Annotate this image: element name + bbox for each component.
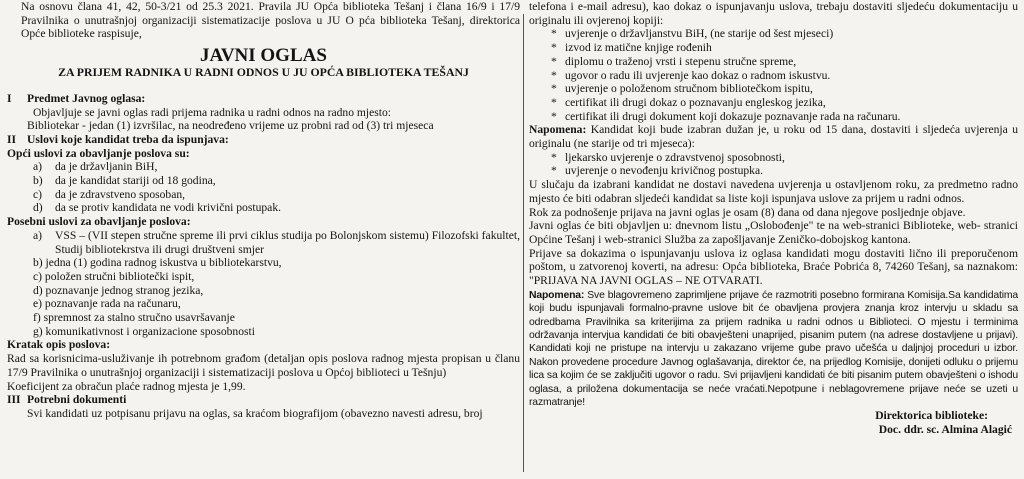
section-1-number: I bbox=[7, 91, 12, 105]
bullet-icon: * bbox=[551, 41, 557, 55]
notice-title: JAVNI OGLAS bbox=[200, 45, 327, 67]
bullet-icon: * bbox=[551, 82, 557, 96]
note-1 bbox=[529, 123, 1018, 150]
list-item: * certifikat ili drugi dokument koji dokazuje poznavanje rada na računaru. bbox=[551, 109, 901, 123]
list-item: d) da se protiv kandidata ne vodi krivični postupak. bbox=[33, 201, 282, 215]
section-3-heading bbox=[7, 393, 520, 407]
list-item: e) poznavanje rada na računaru, bbox=[33, 297, 181, 311]
list-item: * ljekarsko uvjerenje o zdravstvenoj sposobnosti, bbox=[551, 150, 785, 164]
bullet-icon: * bbox=[551, 150, 557, 164]
bullet-icon: * bbox=[551, 164, 557, 178]
list-item: b) da je kandidat stariji od 18 godina, bbox=[33, 174, 216, 188]
paragraph-deadline-alt: U slučaju da izabrani kandidat ne dostavi navedena uvjerenja u ostavljenom roku, za predmetno radno mjesto će biti odabran sljedeći kandidat sa liste koji ispunjava uslove za prijem u radni odnos. bbox=[529, 178, 1018, 205]
left-column bbox=[7, 0, 520, 421]
paragraph-publication: Javni oglas će biti objavljen u: dnevnom listu „Oslobođenje" te na web-stranici Biblioteke, web- stranici Općine Tešanj i web-stranici Služba za zapošljavanje Zeničko-dobojskog kantona. bbox=[529, 219, 1018, 246]
list-item: * certifikat ili drugi dokaz o poznavanju engleskog jezika, bbox=[551, 95, 826, 109]
list-item: * diplomu o traženoj vrsti i stepenu stručne spreme, bbox=[551, 54, 797, 68]
section-3-number: III bbox=[7, 393, 21, 407]
paragraph-submission: Prijave sa dokazima o ispunjavanju uslova iz oglasa kandidati mogu dostaviti lično ili preporučenom poštom, u zatvorenoj koverti, na adresu: Opća biblioteka, Braće Pobrića 8, 74260 Tešanj, sa naznakom: "PRIJAVA NA JAVNI OGLAS – NE OTVARATI. bbox=[529, 246, 1018, 288]
job-description-title: Kratak opis poslova: bbox=[7, 338, 111, 352]
list-item: a) da je državljanin BiH, bbox=[33, 160, 158, 174]
list-item: * uvjerenje o državljanstvu BiH, (ne starije od šest mjeseci) bbox=[551, 27, 834, 41]
job-description-text: Rad sa korisnicima-usluživanje ih potrebnom građom (detaljan opis poslova radnog mjesta propisan u članu 17/9 Pravilnika o unutrašnjoj organizaciji i sistematizaciji poslova u Općoj biblioteci u Tešnju) bbox=[7, 352, 520, 379]
list-item: f) spremnost za stalno stručno usavršavanje bbox=[33, 311, 235, 325]
section-1-title: Predmet Javnog oglasa: bbox=[27, 91, 146, 105]
list-item: c) da je zdravstveno sposoban, bbox=[33, 187, 186, 201]
list-item: d) poznavanje jednog stranog jezika, bbox=[33, 283, 204, 297]
section-3-title: Potrebni dokumenti bbox=[27, 393, 127, 407]
salary-coefficient: Koeficijent za obračun plaće radnog mjesta je 1,99. bbox=[7, 379, 246, 393]
note-2-text: Sve blagovremeno zaprimljene prijave će razmotriti posebno formirana Komisija.Sa kandidatima koji budu ispunjavali formalno-pravne uslove bit će obavljena provjera znanja kroz intervju u skladu sa odredbama Pravilnika sa kriterijima za prijem radnika u radni odnos u Biblioteci. O mjestu i terminima održavanja intervjua kandidati će biti obavješteni unaprijed, pisanim putem (na adrese dostavljene u prijavi). Kandidati koji ne pristupe na intervju u zakazano vrijeme gube pravo učešća u daljnjoj proceduri u izbor. Nakon provedene procedure Javnog oglašavanja, direktor će, na prijedlog Komisije, donijeti odluku o prijemu lica sa kojim će se zaključiti ugovor o radu. Svi prijavljeni kandidati će biti pisanim putem obavješteni o ishodu oglasa, a priložena dokumentacija se neće vraćati.Nepotpune i neblagovremene prijave neće se uzeti u razmatranje! bbox=[529, 289, 1018, 409]
column-divider bbox=[523, 14, 524, 472]
section-2-heading bbox=[7, 133, 520, 147]
notice-subtitle: ZA PRIJEM RADNIKA U RADNI ODNOS U JU OPĆA BIBLIOTEKA TEŠANJ bbox=[58, 65, 469, 80]
bullet-icon: * bbox=[551, 27, 557, 41]
section-2-title: Uslovi koje kandidat treba da ispunjava: bbox=[27, 132, 229, 146]
right-column bbox=[529, 0, 1018, 437]
list-item: c) položen stručni bibliotečki ispit, bbox=[33, 269, 195, 283]
paragraph-deadline: Rok za podnošenje prijava na javni oglas je osam (8) dana od dana njegove posljednje objave. bbox=[529, 205, 966, 219]
special-conditions-list bbox=[7, 229, 520, 339]
list-item: * uvjerenje o položenom stručnom bibliotečkom ispitu, bbox=[551, 82, 813, 96]
documents-list bbox=[529, 27, 1018, 123]
section-1-line-2: Bibliotekar - jedan (1) izvršilac, na neodređeno vrijeme uz probni rad od (3) tri mjeseca bbox=[27, 119, 434, 133]
list-item: b) jedna (1) godina radnog iskustva u bibliotekarstvu, bbox=[33, 256, 282, 270]
note-1-label: Napomena: bbox=[529, 123, 587, 137]
documents-intro: telefona i e-mail adresu), kao dokaz o ispunjavanju uslova, trebaju dostaviti sljedeću dokumentaciju u originalu ili ovjerenoj kopiji: bbox=[529, 0, 1018, 27]
section-1-heading bbox=[7, 92, 520, 106]
note-2-label: Napomena: bbox=[529, 289, 585, 301]
list-item: * uvjerenje o nevođenju krivičnog postupka. bbox=[551, 164, 764, 178]
section-2-number: II bbox=[7, 132, 17, 146]
intro-paragraph: Na osnovu člana 41, 42, 50-3/21 od 25.3 2021. Pravila JU Opća biblioteka Tešanj i člana 16/9 i 17/9 Pravilnika o unutrašnjoj organizaciji sistematizacije poslova u JU O pća biblioteka Tešanj, direktorica Opće biblioteke raspisuje, bbox=[21, 0, 520, 41]
note-1-text: Kandidat koji bude izabran dužan je, u roku od 15 dana, dostaviti i sljedeća uvjerenja u originalu (ne starije od tri mjeseca): bbox=[529, 123, 1018, 151]
signature-name: Doc. ddr. sc. Almina Alagić bbox=[878, 423, 1012, 437]
signature-title: Direktorica biblioteke: bbox=[875, 409, 988, 423]
general-conditions-list bbox=[7, 160, 520, 215]
bullet-icon: * bbox=[551, 109, 557, 123]
list-item: * ugovor o radu ili uvjerenje kao dokaz o radnom iskustvu. bbox=[551, 68, 831, 82]
note-1-list bbox=[529, 151, 1018, 178]
bullet-icon: * bbox=[551, 54, 557, 68]
section-1-line-1: Objavljuje se javni oglas radi prijema radnika u radni odnos na radno mjesto: bbox=[33, 105, 392, 119]
list-item: g) komunikativnost i organizacione sposobnosti bbox=[33, 324, 255, 338]
general-conditions-title: Opći uslovi za obavljanje poslova su: bbox=[7, 146, 190, 160]
bullet-icon: * bbox=[551, 68, 557, 82]
list-item: * izvod iz matične knjige rođenih bbox=[551, 41, 712, 55]
bullet-icon: * bbox=[551, 95, 557, 109]
note-2 bbox=[529, 289, 1018, 410]
list-item: a) VSS – (VII stepen stručne spreme ili prvi ciklus studija po Bolonjskom sistemu) Filozofski fakultet, Studij bibliotekrstva ili drugi društveni smjer bbox=[33, 228, 520, 256]
section-3-text: Svi kandidati uz potpisanu prijavu na oglas, sa kraćom biografijom (obavezno navesti adresu, broj bbox=[27, 406, 483, 420]
special-conditions-title: Posebni uslovi za obavljanje poslova: bbox=[7, 215, 191, 229]
